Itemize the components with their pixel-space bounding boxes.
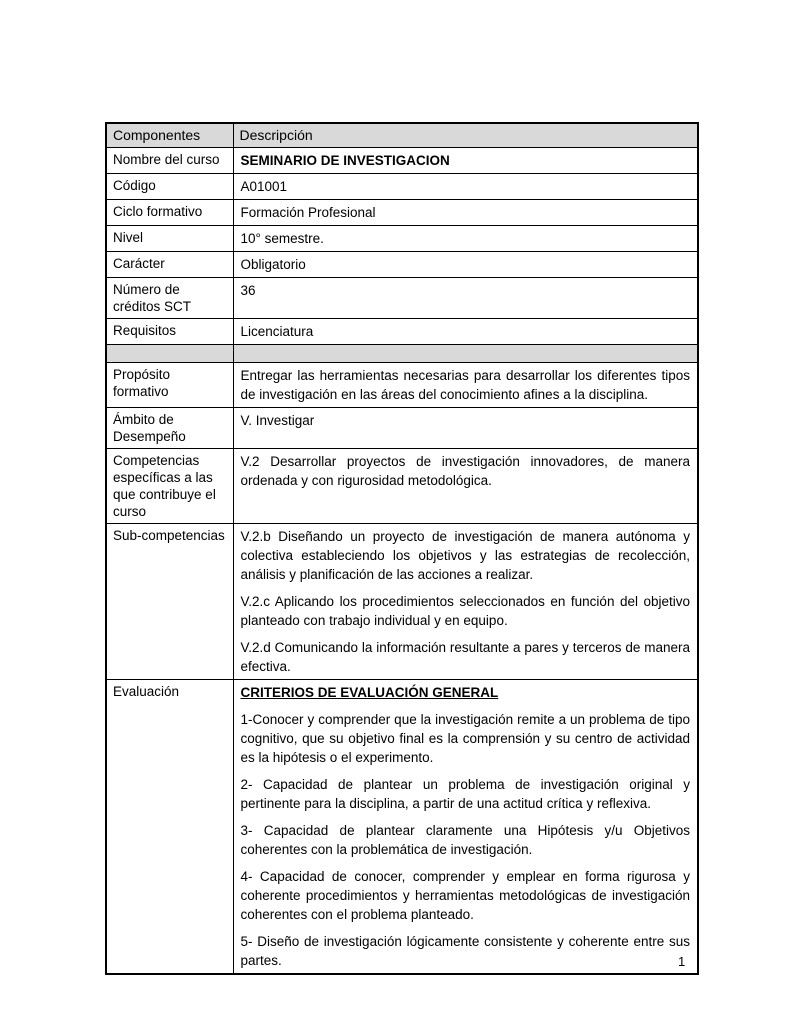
row-label: Evaluación <box>106 679 233 974</box>
header-componentes: Componentes <box>106 123 233 147</box>
row-label: Código <box>106 173 233 199</box>
row-label: Nivel <box>106 225 233 251</box>
row-label: Ciclo formativo <box>106 199 233 225</box>
table-header-row <box>106 123 698 147</box>
row-label: Requisitos <box>106 318 233 344</box>
paragraph: V.2 Desarrollar proyectos de investigación innovadores, de manera ordenada y con rigurosidad metodológica. <box>240 453 690 488</box>
paragraph: 2- Capacidad de plantear un problema de investigación original y pertinente para la disciplina, a partir de una actitud crítica y reflexiva. <box>240 776 690 811</box>
row-value: 10° semestre. <box>233 225 698 251</box>
paragraph: 1-Conocer y comprender que la investigación remite a un problema de tipo cognitivo, que su objetivo final es la comprensión y su centro de actividad es la hipótesis o el experimento. <box>240 711 690 765</box>
row-label: Nombre del curso <box>106 147 233 173</box>
row-value: Licenciatura <box>233 318 698 344</box>
row-label: Carácter <box>106 251 233 277</box>
row-value <box>233 407 698 448</box>
row-value: SEMINARIO DE INVESTIGACION <box>240 152 450 168</box>
table-row-sub-competencias <box>106 523 698 679</box>
paragraph: Entregar las herramientas necesarias para desarrollar los diferentes tipos de investigación en las áreas del conocimiento afines a la disciplina. <box>240 367 690 402</box>
header-descripcion: Descripción <box>233 123 698 147</box>
row-value <box>233 679 698 974</box>
row-label: Sub-competencias <box>106 523 233 679</box>
criterios-heading: CRITERIOS DE EVALUACIÓN GENERAL <box>240 684 499 700</box>
table-row-evaluacion <box>106 679 698 974</box>
table-row-nombre-del-curso <box>106 147 698 173</box>
row-value <box>233 523 698 679</box>
row-label: Propósito formativo <box>106 362 233 407</box>
paragraph: V.2.b Diseñando un proyecto de investigación de manera autónoma y colectiva estableciendo los objetivos y las estrategias de recolección, análisis y planificación de las acciones a realizar. <box>240 528 690 582</box>
row-label: Número de créditos SCT <box>106 277 233 318</box>
row-value <box>233 362 698 407</box>
separator-cell <box>106 344 233 362</box>
table-row-ciclo-formativo <box>106 199 698 225</box>
paragraph: 3- Capacidad de plantear claramente una Hipótesis y/u Objetivos coherentes con la problemática de investigación. <box>240 822 690 857</box>
table-row-proposito-formativo <box>106 362 698 407</box>
row-label: Competencias específicas a las que contribuye el curso <box>106 448 233 523</box>
table-separator-row <box>106 344 698 362</box>
paragraph: V.2.c Aplicando los procedimientos seleccionados en función del objetivo planteado con trabajo individual y en equipo. <box>240 593 690 628</box>
separator-cell <box>233 344 698 362</box>
row-value <box>233 448 698 523</box>
paragraph: V. Investigar <box>240 412 315 428</box>
paragraph: V.2.d Comunicando la información resultante a pares y terceros de manera efectiva. <box>240 639 690 674</box>
row-value: Formación Profesional <box>233 199 698 225</box>
row-label: Ámbito de Desempeño <box>106 407 233 448</box>
table-row-codigo <box>106 173 698 199</box>
table-row-requisitos <box>106 318 698 344</box>
table-row-numero-creditos <box>106 277 698 318</box>
row-value: 36 <box>233 277 698 318</box>
page-number: 1 <box>678 954 686 969</box>
row-value: Obligatorio <box>233 251 698 277</box>
table-row-competencias-especificas <box>106 448 698 523</box>
row-value: A01001 <box>233 173 698 199</box>
paragraph: 5- Diseño de investigación lógicamente consistente y coherente entre sus partes. <box>240 933 690 968</box>
table-row-ambito-desempeno <box>106 407 698 448</box>
course-description-table <box>105 122 699 975</box>
table-row-nivel <box>106 225 698 251</box>
paragraph: 4- Capacidad de conocer, comprender y emplear en forma rigurosa y coherente procedimientos y herramientas metodológicas de investigación coherentes con el problema planteado. <box>240 868 690 922</box>
table-row-caracter <box>106 251 698 277</box>
